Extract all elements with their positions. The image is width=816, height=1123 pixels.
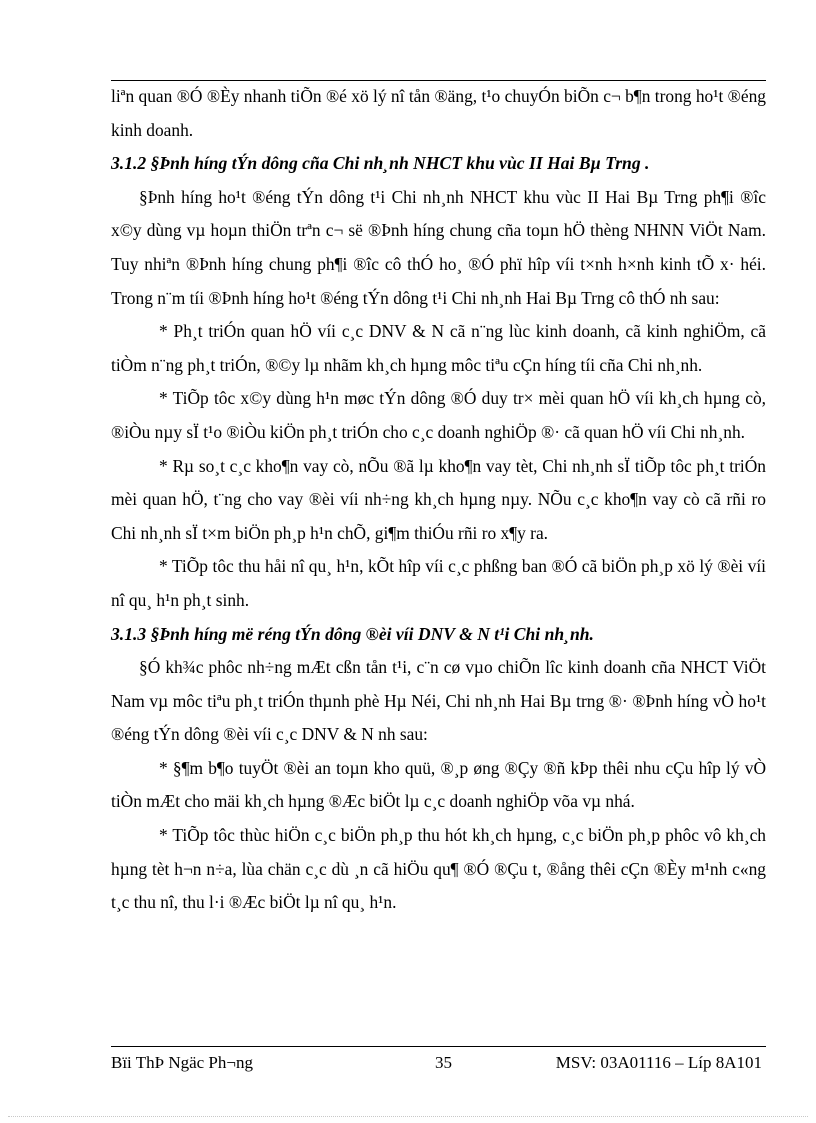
bullet-develop-relations: * Ph¸t triÓn quan hÖ víi c¸c DNV & N cã n¨ng lùc kinh doanh, cã kinh nghiÖm, cã tiÒm n¨ng ph¸t triÓn, ®©y lµ nhãm kh¸ch hµng môc tiªu cÇn híng tíi cña Chi nh¸nh. [111,321,766,375]
paragraph-continuation: liªn quan ®Ó ®Èy nhanh tiÕn ®é xö lý nî tån ®äng, t¹o chuyÓn biÕn c¬ b¶n trong ho¹t ®éng kinh doanh. [111,86,766,140]
section-heading-3-1-3: 3.1.3 §Þnh híng më réng tÝn dông ®èi víi DNV & N t¹i Chi nh¸nh. [111,623,594,644]
footer-page-number: 35 [435,1053,452,1072]
footer-rule [111,1046,766,1047]
paragraph-orientation-intro: §Þnh híng ho¹t ®éng tÝn dông t¹i Chi nh¸nh NHCT khu vùc II Hai Bµ Trng ph¶i ®îc x©y dùng vµ hoµn thiÖn trªn c¬ së ®Þnh híng chung cña toµn hÖ thèng NHNN ViÖt Nam. Tuy nhiªn ®Þnh híng chung ph¶i ®îc cô thÓ ho¸ ®Ó phï hîp víi t×nh h×nh kinh tÕ x· héi. Trong n¨m tíi ®Þnh híng ho¹t ®éng tÝn dông t¹i Chi nh¸nh Hai Bµ Trng cô thÓ nh sau: [111,186,766,308]
bullet-attract-customers: * TiÕp tôc thùc hiÖn c¸c biÖn ph¸p thu hót kh¸ch hµng, c¸c biÖn ph¸p phôc vô kh¸ch hµng tèt h¬n n÷a, lùa chän c¸c dù ¸n cã hiÖu qu¶ ®Ó ®Çu t, ®ång thêi cÇn ®Èy m¹nh c«ng t¸c thu nî, thu l·i ®Æc biÖt lµ nî qu¸ h¹n. [111,825,766,913]
document-body [111,80,766,920]
page-footer [111,1050,766,1076]
bullet-review-loans: * Rµ so¸t c¸c kho¶n vay cò, nÕu ®ã lµ kho¶n vay tèt, Chi nh¸nh sÏ tiÕp tôc ph¸t triÓn mèi quan hÖ, t¨ng cho vay ®èi víi nh÷ng kh¸ch hµng nµy. NÕu c¸c kho¶n vay cò cã rñi ro Chi nh¸nh sÏ t×m biÖn ph¸p h¹n chÕ, gi¶m thiÓu rñi ro x¶y ra. [111,455,766,543]
paragraph-expansion-intro: §Ó kh¾c phôc nh÷ng mÆt cßn tån t¹i, c¨n cø vµo chiÕn lîc kinh doanh cña NHCT ViÖt Nam vµ môc tiªu ph¸t triÓn thµnh phè Hµ Néi, Chi nh¸nh Hai Bµ trng ®· ®Þnh híng vÒ ho¹t ®éng tÝn dông ®èi víi c¸c DNV & N nh sau: [111,657,766,745]
footer-student-info: MSV: 03A01116 – Líp 8A101 [555,1053,762,1072]
bullet-credit-limits: * TiÕp tôc x©y dùng h¹n møc tÝn dông ®Ó duy tr× mèi quan hÖ víi kh¸ch hµng cò, ®iÒu nµy sÏ t¹o ®iÒu kiÖn ph¸t triÓn cho c¸c doanh nghiÖp ®· cã quan hÖ víi Chi nh¸nh. [111,388,766,442]
bullet-recover-debt: * TiÕp tôc thu håi nî qu¸ h¹n, kÕt hîp víi c¸c phßng ban ®Ó cã biÖn ph¸p xö lý ®èi víi nî qu¸ h¹n ph¸t sinh. [111,556,766,610]
section-heading-3-1-2: 3.1.2 §Þnh híng tÝn dông cña Chi nh¸nh NHCT khu vùc II Hai Bµ Trng . [111,153,650,174]
page-edge-dotted-line [8,1116,808,1117]
bullet-cash-safety: * §¶m b¶o tuyÖt ®èi an toµn kho quü, ®¸p øng ®Çy ®ñ kÞp thêi nhu cÇu hîp lý vÒ tiÒn mÆt cho mäi kh¸ch hµng ®Æc biÖt lµ c¸c doanh nghiÖp võa vµ nhá. [111,757,766,812]
footer-author: Bïi ThÞ Ngäc Ph¬ng [111,1053,253,1072]
